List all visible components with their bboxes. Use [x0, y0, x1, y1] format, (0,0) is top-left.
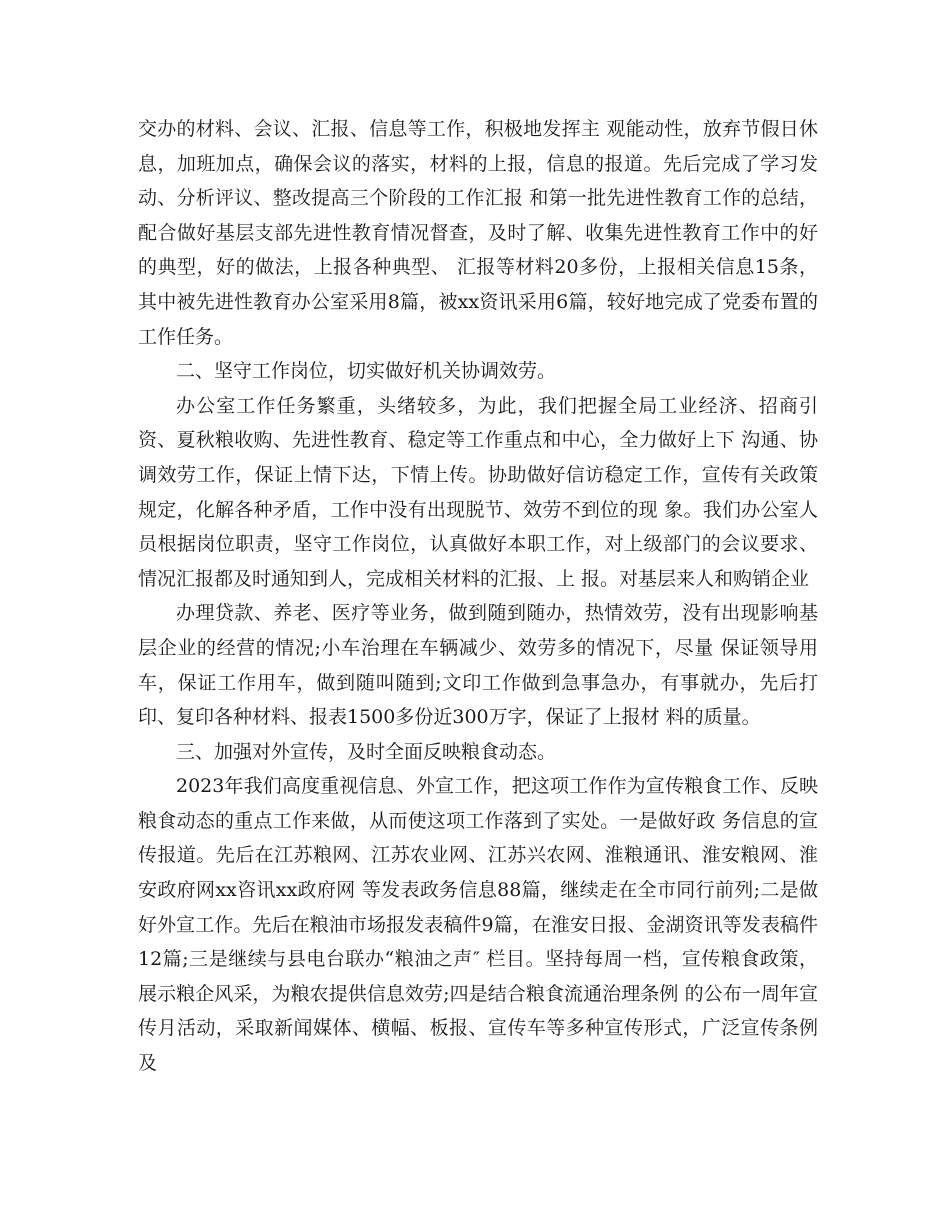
paragraph-services: 办理贷款、养老、医疗等业务，做到随到随办，热情效劳，没有出现影响基层企业的经营的情况;小车治理在车辆减少、效劳多的情况下，尽量 保证领导用车，保证工作用车，做到随叫随到;文印工作做到急事急办，有事就办，先后打印、复印各种材料、报表1500多份近300万字，保证了上报材 料的质量。 [138, 602, 818, 729]
section-heading-three: 三、加强对外宣传，及时全面反映粮食动态。 [176, 740, 557, 763]
document-body [138, 112, 818, 1081]
paragraph-publicity: 2023年我们高度重视信息、外宣工作，把这项工作作为宣传粮食工作、反映粮食动态的重点工作来做，从而使这项工作落到了实处。一是做好政 务信息的宣传报道。先后在江苏粮网、江苏农业网、江苏兴农网、淮粮通讯、淮安粮网、淮安政府网xx咨讯xx政府网 等发表政务信息88篇，继续走在全市同行前列;二是做好外宣工作。先后在粮油市场报发表稿件9篇，在淮安日报、金湖资讯等发表稿件12篇;三是继续与县电台联办“粮油之声″ 栏目。坚持每周一档，宣传粮食政策，展示粮企风采，为粮农提供信息效劳;四是结合粮食流通治理条例 的公布一周年宣传月活动，采取新闻媒体、横幅、板报、宣传车等多种宣传形式，广泛宣传条例及 [138, 775, 818, 1075]
paragraph-materials-work: 交办的材料、会议、汇报、信息等工作，积极地发挥主 观能动性，放弃节假日休息，加班加点，确保会议的落实，材料的上报，信息的报道。先后完成了学习发动、分析评议、整改提高三个阶段的工作汇报 和第一批先进性教育工作的总结，配合做好基层支部先进性教育情况督查，及时了解、收集先进性教育工作中的好的典型，好的做法，上报各种典型、 汇报等材料20多份，上报相关信息15条，其中被先进性教育办公室采用8篇，被xx资讯采用6篇，较好地完成了党委布置的工作任务。 [138, 118, 818, 348]
section-heading-two: 二、坚守工作岗位，切实做好机关协调效劳。 [176, 360, 557, 383]
paragraph-office-coordination: 办公室工作任务繁重，头绪较多，为此，我们把握全局工业经济、招商引资、夏秋粮收购、先进性教育、稳定等工作重点和中心，全力做好上下 沟通、协调效劳工作，保证上情下达，下情上传。协助做好信访稳定工作，宣传有关政策规定，化解各种矛盾，工作中没有出现脱节、效劳不到位的现 象。我们办公室人员根据岗位职责，坚守工作岗位，认真做好本职工作，对上级部门的会议要求、情况汇报都及时通知到人，完成相关材料的汇报、上 报。对基层来人和购销企业 [138, 394, 818, 590]
